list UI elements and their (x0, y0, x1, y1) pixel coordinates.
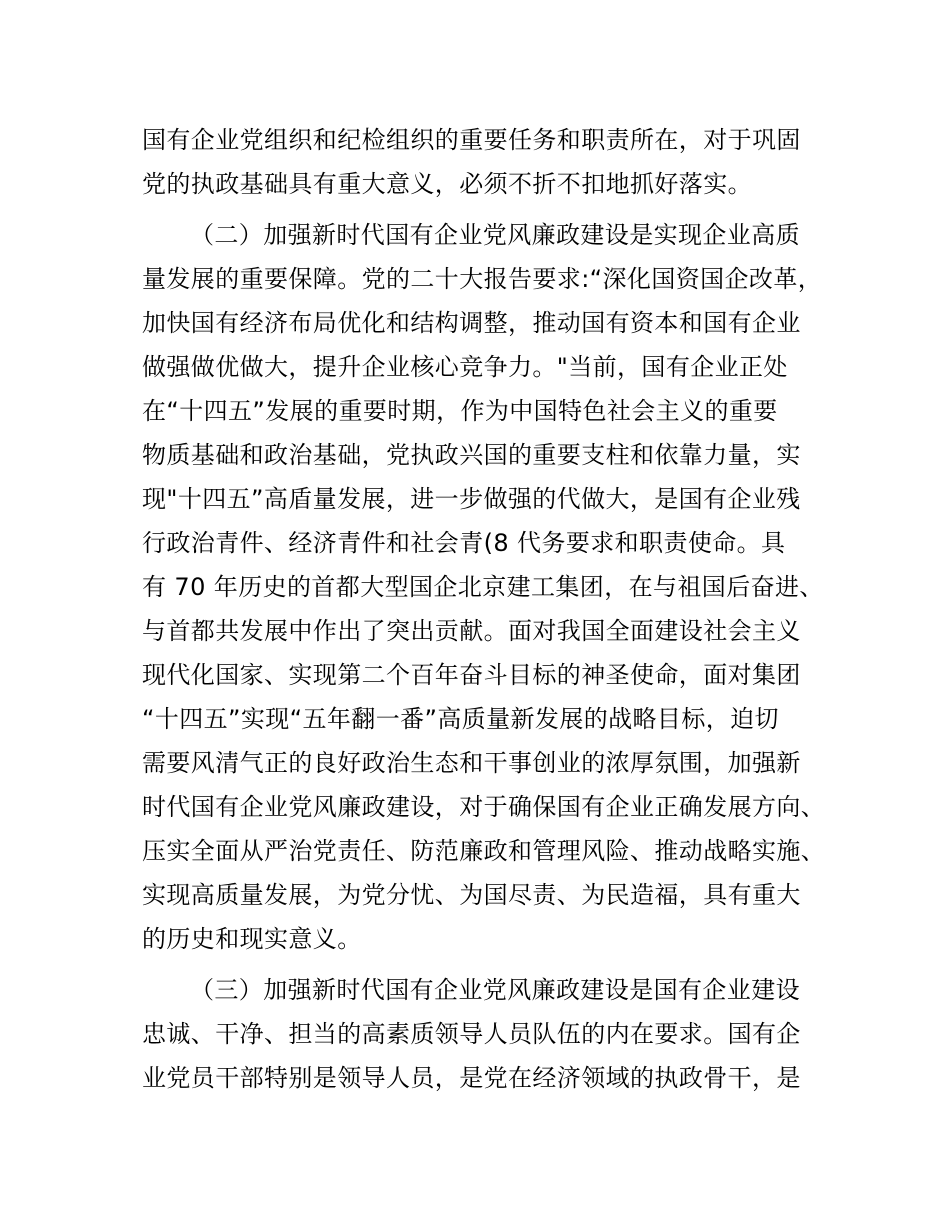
paragraph-2-line-6: 物质基础和政治基础，党执政兴国的重要支柱和依靠力量，实 (142, 441, 801, 469)
paragraph-1-line-2: 党的执政基础具有重大意义，必须不折不扣地抓好落实。 (142, 170, 752, 198)
paragraph-2-line-10: 与首都共发展中作出了突出贡献。面对我国全面建设社会主义 (142, 617, 801, 645)
paragraph-2-line-3: 加快国有经济布局优化和结构调整，推动国有资本和国有企业 (142, 309, 801, 337)
paragraph-2-line-2: 量发展的重要保障。党的二十大报告要求:“深化国资国企改革， (142, 265, 823, 293)
paragraph-2-line-9: 有 70 年历史的首都大型国企北京建工集团，在与祖国后奋进、 (142, 573, 824, 601)
paragraph-3-line-1: （三）加强新时代国有企业党风廉政建设是国有企业建设 (190, 976, 800, 1004)
paragraph-2-line-14: 时代国有企业党风廉政建设，对于确保国有企业正确发展方向、 (142, 793, 826, 821)
paragraph-1-line-1: 国有企业党组织和纪检组织的重要任务和职责所在，对于巩固 (142, 126, 801, 154)
paragraph-2-line-12: “十四五”实现“五年翻一番”高质量新发展的战略目标，迫切 (142, 705, 779, 733)
paragraph-3-line-3: 业党员干部特别是领导人员，是党在经济领域的执政骨干，是 (142, 1064, 801, 1092)
paragraph-2-line-16: 实现高质量发展，为党分忧、为国尽责、为民造福，具有重大 (142, 881, 801, 909)
paragraph-2-line-5: 在“十四五”发展的重要时期，作为中国特色社会主义的重要 (142, 397, 778, 425)
paragraph-2-line-1: （二）加强新时代国有企业党风廉政建设是实现企业高质 (190, 221, 800, 249)
paragraph-2-line-11: 现代化国家、实现第二个百年奋斗目标的神圣使命，面对集团 (142, 661, 801, 689)
paragraph-2-line-8: 行政治青件、经济青件和社会青(8 代务要求和职责使命。具 (142, 529, 786, 557)
paragraph-2-line-4: 做强做优做大，提升企业核心竞争力。"当前，国有企业正处 (142, 353, 788, 381)
paragraph-2-line-17: 的历史和现实意义。 (142, 925, 362, 953)
paragraph-2-line-15: 压实全面从严治党责任、防范廉政和管理风险、推动战略实施、 (142, 837, 826, 865)
paragraph-2-line-7: 现"十四五”高盾量发展，进一步做强的代做大，是国有企业残 (142, 485, 801, 513)
paragraph-3-line-2: 忠诚、干净、担当的高素质领导人员队伍的内在要求。国有企 (142, 1020, 801, 1048)
paragraph-2-line-13: 需要风清气正的良好政治生态和干事创业的浓厚氛围，加强新 (142, 749, 801, 777)
